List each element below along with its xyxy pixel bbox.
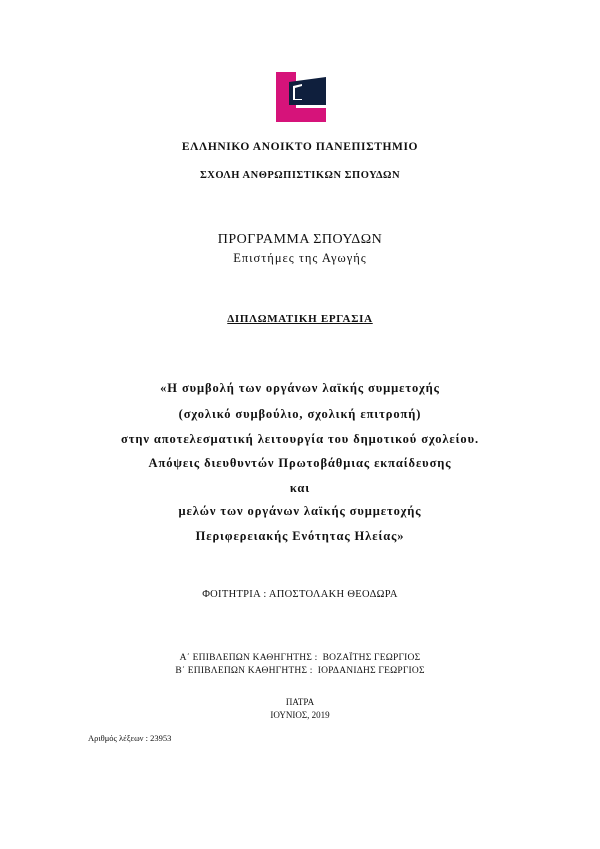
program-title: ΠΡΟΓΡΑΜΜΑ ΣΠΟΥΔΩΝ: [217, 232, 383, 247]
date: ΙΟΥΝΙΟΣ, 2019: [270, 710, 330, 720]
thesis-title-line: και: [289, 481, 311, 495]
supervisor-b: Β΄ ΕΠΙΒΛΕΠΩΝ ΚΑΘΗΓΗΤΗΣ : ΙΟΡΔΑΝΙΔΗΣ ΓΕΩΡΓΙΟΣ: [175, 666, 425, 676]
document-type: ΔΙΠΛΩΜΑΤΙΚΗ ΕΡΓΑΣΙΑ: [227, 313, 373, 325]
supervisor-a: Α΄ ΕΠΙΒΛΕΠΩΝ ΚΑΘΗΓΗΤΗΣ : ΒΟΖΑΪΤΗΣ ΓΕΩΡΓΙΟΣ: [179, 653, 421, 663]
school-name: ΣΧΟΛΗ ΑΝΘΡΩΠΙΣΤΙΚΩΝ ΣΠΟΥΔΩΝ: [199, 170, 401, 181]
university-logo-icon: [276, 72, 326, 122]
thesis-title-line: «Η συμβολή των οργάνων λαϊκής συμμετοχής: [160, 381, 440, 395]
student-name: ΦΟΙΤΗΤΡΙΑ : ΑΠΟΣΤΟΛΑΚΗ ΘΕΟΔΩΡΑ: [202, 589, 398, 600]
thesis-title-line: (σχολικό συμβούλιο, σχολική επιτροπή): [178, 407, 422, 421]
thesis-title-line: μελών των οργάνων λαϊκής συμμετοχής: [178, 504, 422, 518]
thesis-title-line: στην αποτελεσματική λειτουργία του δημοτικού σχολείου.: [121, 432, 479, 446]
program-field: Επιστήμες της Αγωγής: [233, 251, 367, 265]
thesis-title-line: Περιφερειακής Ενότητας Ηλείας»: [195, 529, 405, 543]
place: ΠΑΤΡΑ: [285, 697, 315, 707]
university-name: ΕΛΛΗΝΙΚΟ ΑΝΟΙΚΤΟ ΠΑΝΕΠΙΣΤΗΜΙΟ: [181, 141, 419, 153]
thesis-title-line: Απόψεις διευθυντών Πρωτοβάθμιας εκπαίδευσης: [148, 456, 452, 470]
word-count: Αριθμός λέξεων : 23953: [88, 733, 172, 743]
